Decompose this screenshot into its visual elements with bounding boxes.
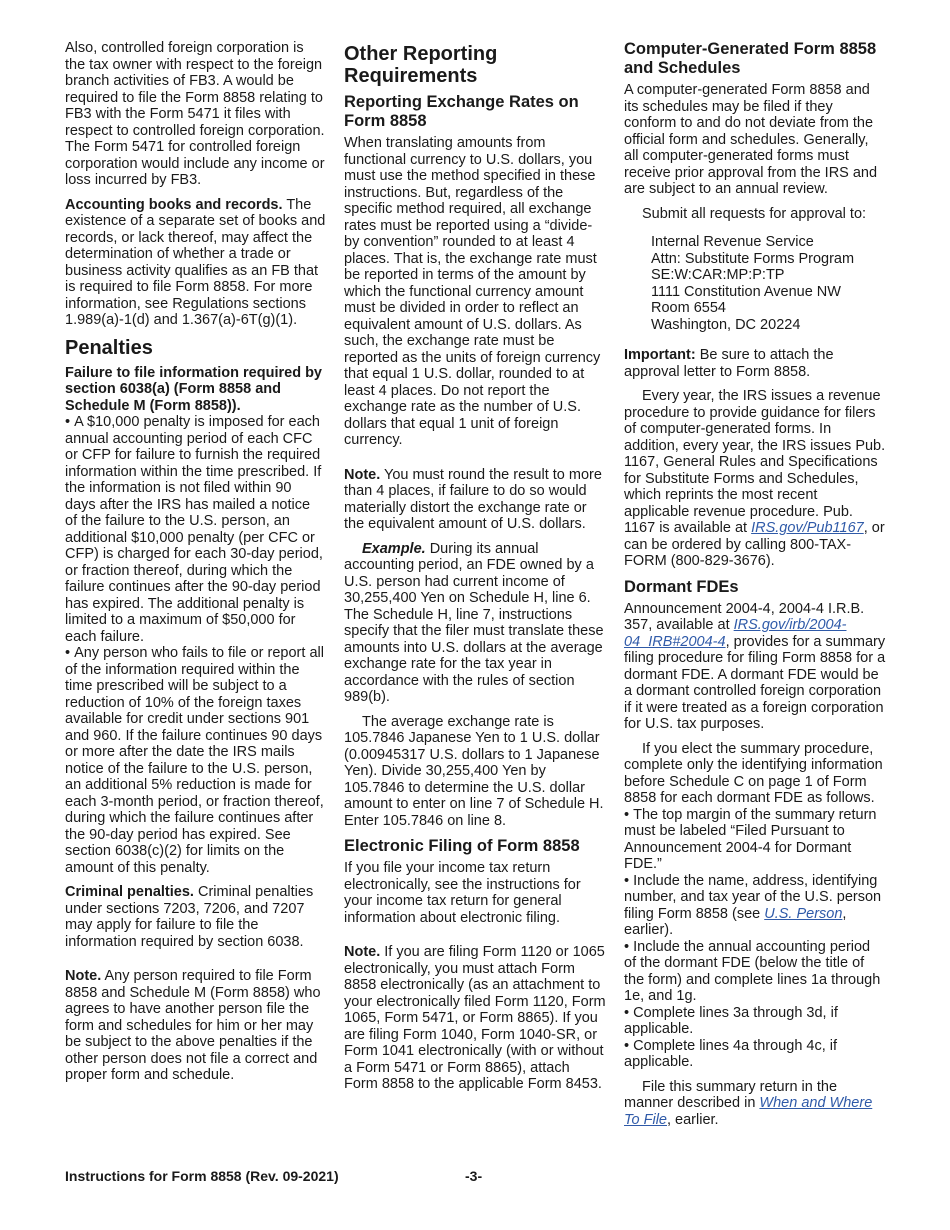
- fb3-paragraph: Also, controlled foreign corporation is the tax owner with respect to the foreign branch activities of FB3. A would be required to file the Form 8858 relating to FB3 with the Form 5471 it files with respect to controlled foreign corporation. The Form 5471 for controlled foreign corporation would include any income or loss incurred by FB3.: [65, 40, 325, 188]
- criminal-paragraph: [65, 884, 326, 950]
- submit-requests-text: Submit all requests for approval to:: [642, 205, 867, 222]
- right-column: [624, 40, 886, 1136]
- exchange-rates-paragraph: When translating amounts from functional currency to U.S. dollars, you must use the method specified in these instructions. But, regardless of the specific method required, all exchange rates must be reported using a “divide-by convention” rounded to at least 4 places. That is, the exchange rate must be reported in terms of the amount by which the functional currency amount must be divided in order to reflect an equivalent amount of U.S. dollars. As such, the exchange rate must be reported as the units of foreign currency that equal 1 U.S. dollar, rounded to at least 4 places. Do not report the exchange rate as the number of U.S. dollars that equal 1 unit of foreign currency.: [344, 135, 601, 448]
- computer-generated-paragraph: A computer-generated Form 8858 and its schedules may be filed if they conform to and do not deviate from the official form and schedules. Generally, all computer-generated forms must receive prior approval from the IRS and are subject to an annual review.: [624, 82, 878, 197]
- dormant-bullet-4: • Complete lines 3a through 3d, if applicable.: [624, 1005, 886, 1038]
- revenue-procedure-tail: , or can be ordered by calling 800-TAX-FORM (800-829-3676).: [624, 520, 885, 569]
- footer-form-title: Instructions for Form 8858 (Rev. 09-2021): [65, 1168, 339, 1184]
- file-summary-text: File this summary return in the manner described in: [624, 1078, 838, 1111]
- efile-note-text: If you are filing Form 1120 or 1065 electronically, you must attach Form 8858 electronically (as an attachment to your electronically filed Form 1120, Form 1065, Form 5471, or Form 8865). If you are filing Form 1040, Form 1040-SR, or Form 1041 electronically (with or without a Form 5471 or Form 8865), attach Form 8858 to the applicable Form 8453.: [344, 944, 606, 1092]
- failure-to-file-heading: Failure to file information required by section 6038(a) (Form 8858 and Schedule M (Form 8858)).: [65, 364, 322, 414]
- exchange-rates-heading: Reporting Exchange Rates on Form 8858: [344, 93, 579, 130]
- address-line: Washington, DC 20224: [651, 316, 801, 333]
- announcement-tail: , provides for a summary filing procedure for filing Form 8858 for a dormant FDE. A dormant FDE would be a dormant controlled foreign corporation if it were treated as a foreign corporation for U.S. tax purposes.: [624, 633, 886, 732]
- file-summary-paragraph: [624, 1079, 886, 1129]
- summary-procedure-paragraph: If you elect the summary procedure, complete only the identifying information before Schedule C on page 1 of Form 8858 for each dormant FDE as follows.: [624, 740, 883, 806]
- penalty-bullet-2: • Any person who fails to file or report all of the information required within the time prescribed will be subject to a reduction of 10% of the foreign taxes available for credit under sections 901 and 960. If the failure continues 90 days or more after the date the IRS mails notice of the failure to the U.S. person, an additional 5% reduction is made for each 3-month period, or fraction thereof, during which the failure continues after the 90-day period has expired. See section 6038(c)(2) for limits on the amount of this penalty.: [65, 645, 326, 876]
- computer-generated-heading: Computer-Generated Form 8858 and Schedules: [624, 40, 877, 77]
- accounting-paragraph: [65, 197, 326, 329]
- announcement-paragraph: [624, 601, 886, 733]
- penalty-bullet-1: • A $10,000 penalty is imposed for each annual accounting period of each CFC or CFP for failure to furnish the required information within the time prescribed. If the information is not filed within 90 days after the IRS has mailed a notice of the failure to the U.S. person, an additional $10,000 penalty (per CFC or CFP) is charged for each 30-day period, or fraction thereof, during which the failure continues after the 90-day period has expired. The additional penalty is limited to a maximum of $50,000 for each failure.: [65, 414, 326, 645]
- left-column: [65, 40, 326, 1092]
- when-where-link[interactable]: When and Where To File: [624, 1095, 873, 1128]
- dormant-bullet-1: • The top margin of the summary return must be labeled “Filed Pursuant to Announcement 2004-4 for Dormant FDE.”: [624, 807, 886, 873]
- address-line: Internal Revenue Service: [651, 234, 814, 250]
- efile-note-heading: Note.: [344, 944, 381, 960]
- dormant-bullet-2-tail: , earlier).: [624, 905, 847, 938]
- dormant-bullet-2: [624, 873, 886, 939]
- important-text: Be sure to attach the approval letter to Form 8858.: [624, 347, 834, 380]
- irb-link[interactable]: IRS.gov/irb/2004-04_IRB#2004-4: [624, 617, 847, 650]
- dormant-bullet-2-text: Include the name, address, identifying number, and tax year of the U.S. person filing Form 8858 (see: [624, 872, 882, 922]
- revenue-procedure-paragraph: [624, 388, 886, 570]
- example-text: During its annual accounting period, an FDE owned by a U.S. person had current income of 30,255,400 Yen on Schedule H, line 6. The Schedule H, line 7, instructions specify that the filer must translate these amounts into U.S. dollars at the average exchange rate for the tax year in accordance with the rules of section 989(b).: [344, 540, 604, 705]
- average-rate-paragraph: The average exchange rate is 105.7846 Japanese Yen to 1 U.S. dollar (0.00945317 U.S. dollars to 1 Japanese Yen). Divide 30,255,400 Yen by 105.7846 to determine the U.S. dollar amount to enter on line 7 of Schedule H. Enter 105.7846 on line 8.: [344, 713, 604, 829]
- accounting-text: The existence of a separate set of books and records, or lack thereof, may affect the determination of whether a trade or business activity qualifies as an FB that is required to file Form 8858. For more information, see Regulations sections 1.989(a)-1(d) and 1.367(a)-6T(g)(1).: [65, 196, 326, 328]
- address-line: Room 6554: [651, 300, 726, 316]
- example-heading: Example.: [362, 540, 426, 557]
- middle-column: [344, 40, 606, 1101]
- address-line: SE:W:CAR:MP:P:TP: [651, 267, 785, 283]
- electronic-filing-heading: Electronic Filing of Form 8858: [344, 837, 580, 855]
- rounding-note: [344, 467, 606, 533]
- rounding-note-text: You must round the result to more than 4 places, if failure to do so would materially distort the exchange rate or the equivalent amount of U.S. dollars.: [344, 466, 602, 532]
- criminal-text: Criminal penalties under sections 7203, 7206, and 7207 may apply for failure to file the information required by section 6038.: [65, 884, 314, 950]
- note-text: Any person required to file Form 8858 and Schedule M (Form 8858) who agrees to have another person file the form and schedules for him or her may be subject to the above penalties if the other person does not file a correct and proper form and schedule.: [65, 968, 321, 1083]
- announcement-text: Announcement 2004-4, 2004-4 I.R.B. 357, available at: [624, 600, 865, 633]
- us-person-link[interactable]: U.S. Person: [764, 905, 843, 922]
- accounting-heading: Accounting books and records.: [65, 196, 283, 213]
- address-line: 1111 Constitution Avenue NW: [651, 283, 841, 300]
- dormant-bullet-5: • Complete lines 4a through 4c, if applicable.: [624, 1038, 886, 1071]
- important-paragraph: [624, 347, 886, 380]
- page-number: -3-: [465, 1168, 483, 1184]
- address-line: Attn: Substitute Forms Program: [651, 250, 855, 267]
- dormant-fdes-heading: Dormant FDEs: [624, 577, 739, 596]
- electronic-filing-paragraph: If you file your income tax return electronically, see the instructions for your income tax return for general information about electronic filing.: [344, 860, 581, 926]
- note-paragraph: [65, 968, 326, 1084]
- rounding-note-heading: Note.: [344, 466, 381, 483]
- dormant-bullet-3: • Include the annual accounting period of the dormant FDE (below the title of the form) and complete lines 1a through 1e, and 1g.: [624, 939, 886, 1005]
- important-heading: Important:: [624, 347, 696, 363]
- efile-note: [344, 944, 606, 1093]
- penalties-heading: Penalties: [65, 336, 153, 359]
- note-heading: Note.: [65, 968, 102, 984]
- example-paragraph: [344, 541, 606, 706]
- criminal-heading: Criminal penalties.: [65, 884, 194, 900]
- pub1167-link[interactable]: IRS.gov/Pub1167: [751, 520, 864, 536]
- revenue-procedure-text: Every year, the IRS issues a revenue procedure to provide guidance for filers of computer-generated forms. In addition, every year, the IRS issues Pub. 1167, General Rules and Specifications for Substitute Forms and Schedules, which reprints the most recent applicable revenue procedure. Pub. 1167 is available at: [624, 388, 886, 536]
- other-reporting-heading: Other Reporting Requirements: [344, 43, 498, 87]
- irs-address-block: [651, 234, 886, 333]
- file-summary-tail: , earlier.: [666, 1111, 719, 1128]
